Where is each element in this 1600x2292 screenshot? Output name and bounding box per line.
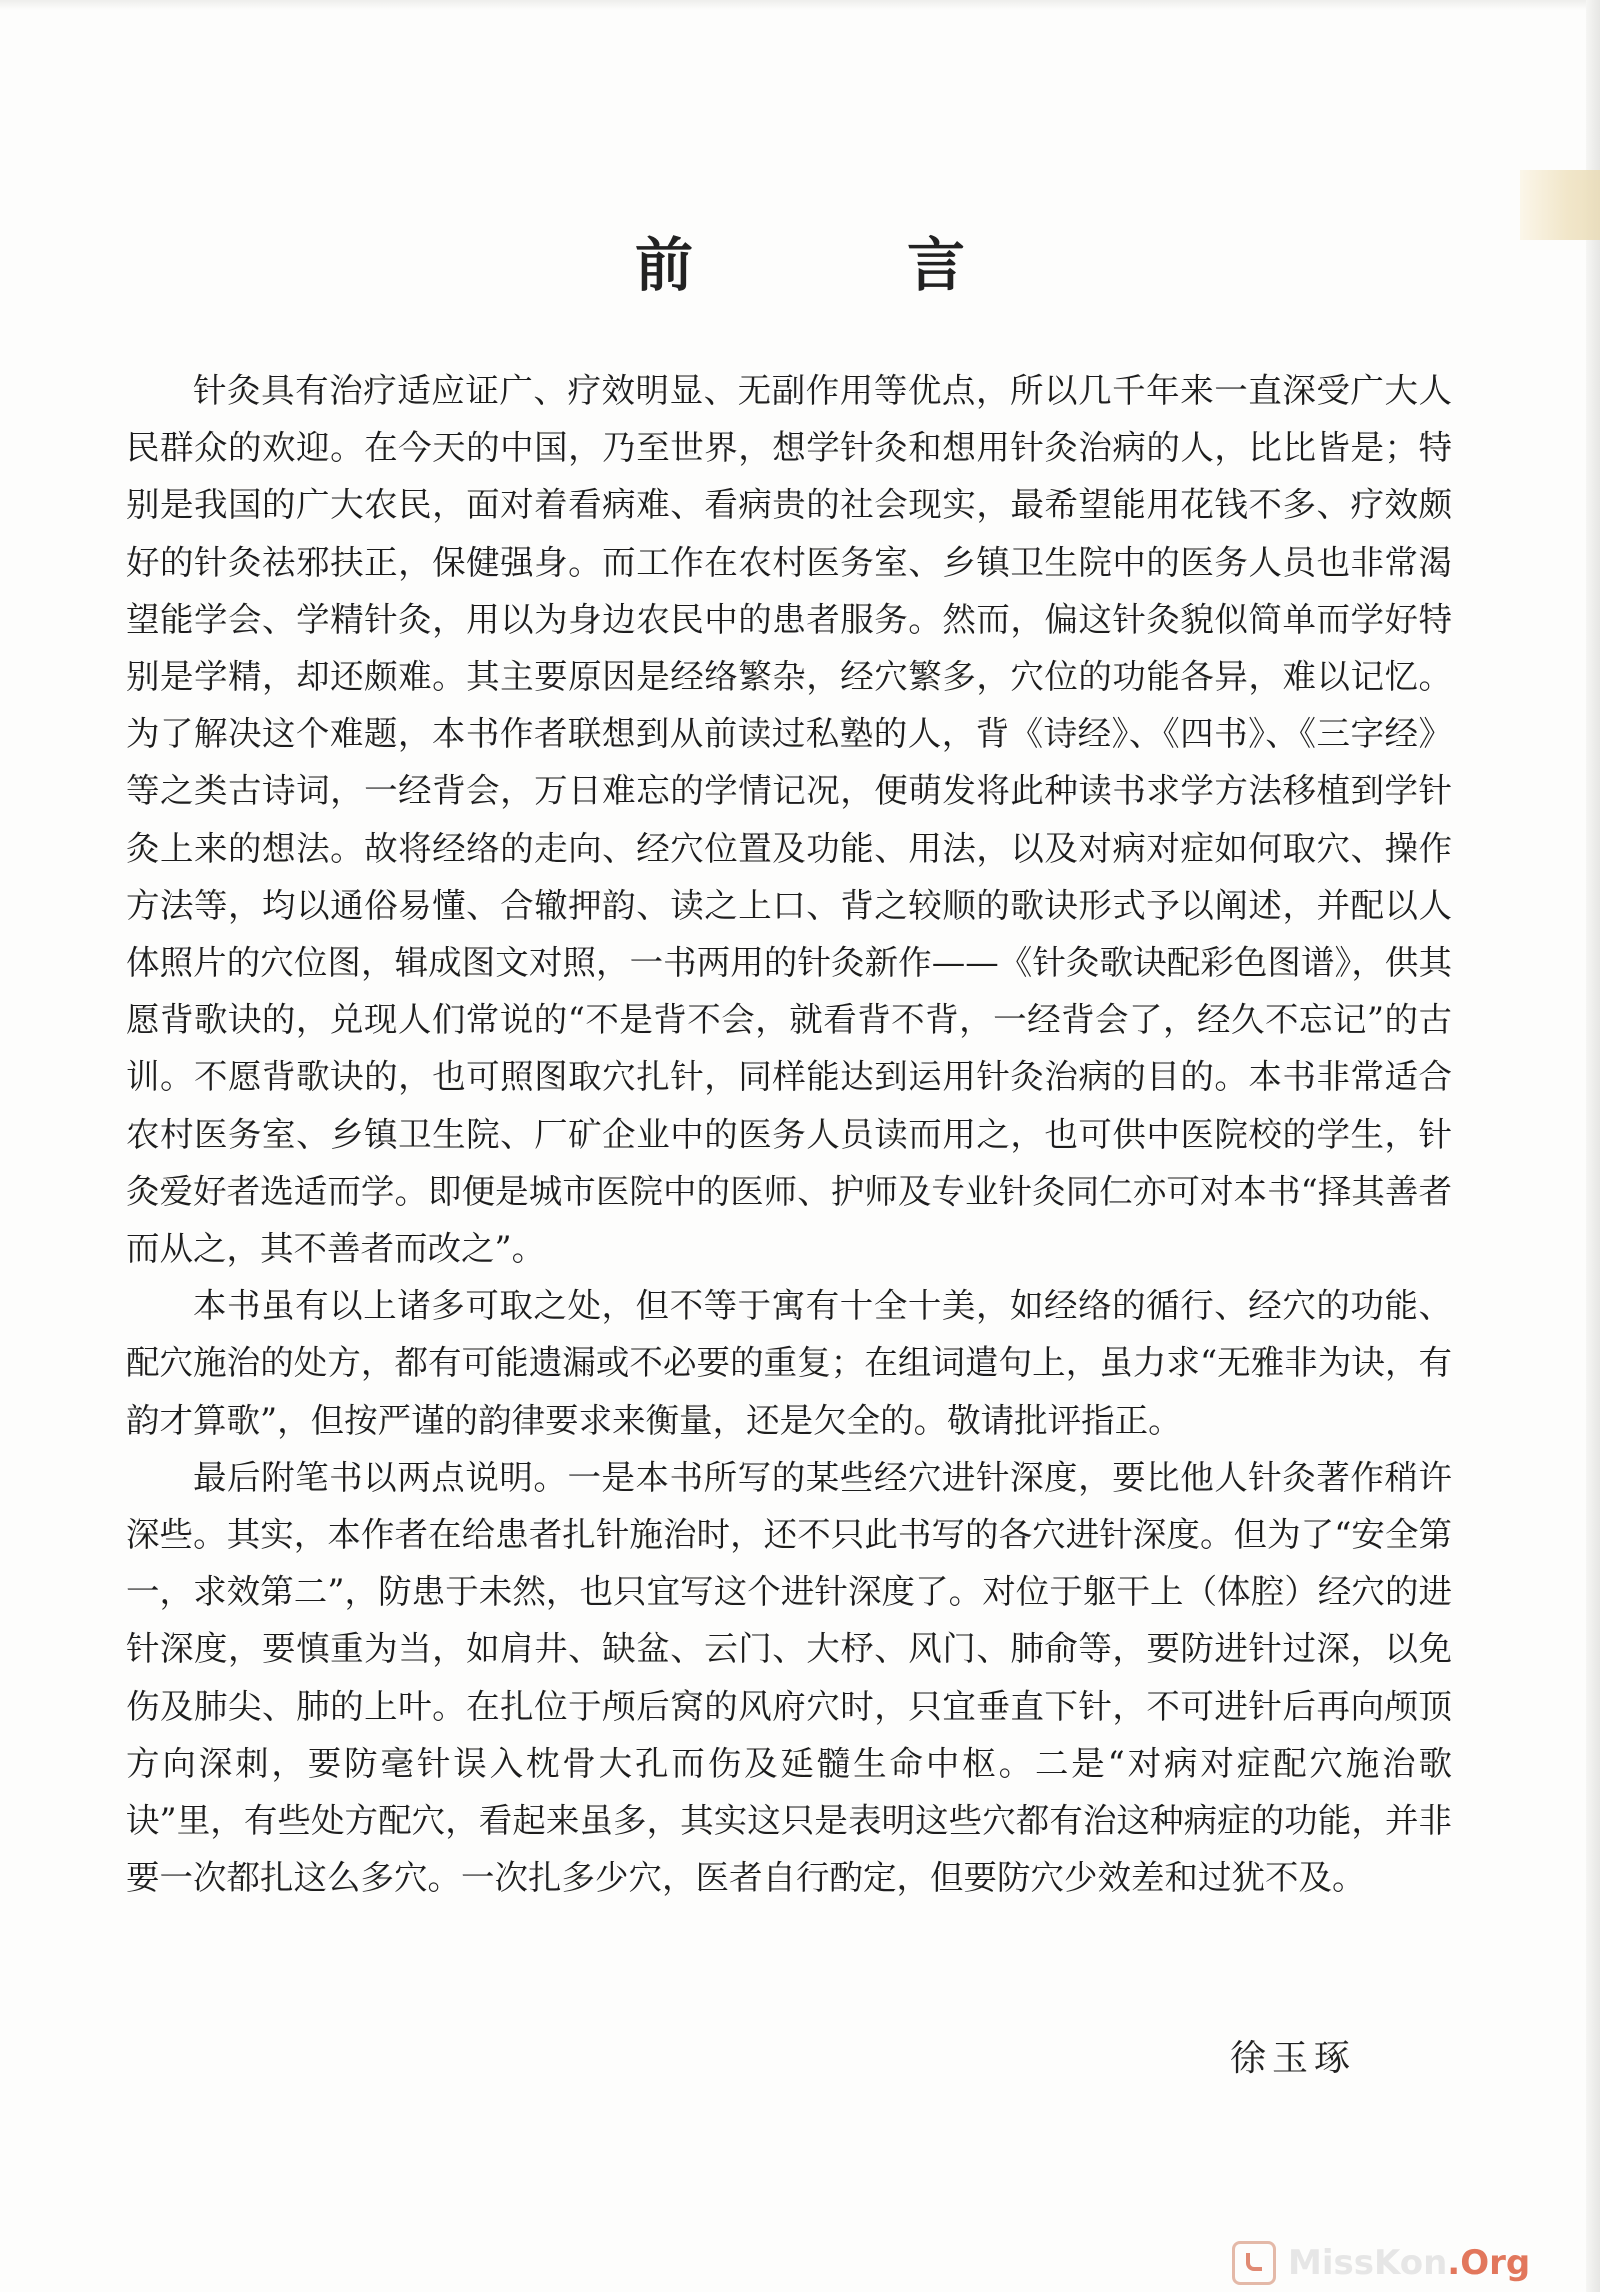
page-right-edge [1586, 0, 1600, 2292]
watermark-text: MissKon [1288, 2243, 1448, 2283]
page-title: 前 言 [634, 231, 1043, 299]
watermark-logo-icon [1232, 2241, 1276, 2285]
paragraph-1: 针灸具有治疗适应证广、疗效明显、无副作用等优点，所以几千年来一直深受广大人民群众的欢迎。在今天的中国，乃至世界，想学针灸和想用针灸治病的人，比比皆是；特别是我国的广大农民，面对着看病难、看病贵的社会现实，最希望能用花钱不多、疗效颇好的针灸祛邪扶正，保健强身。而工作在农村医务室、乡镇卫生院中的医务人员也非常渴望能学会、学精针灸，用以为身边农民中的患者服务。然而，偏这针灸貌似简单而学好特别是学精，却还颇难。其主要原因是经络繁杂，经穴繁多，穴位的功能各异，难以记忆。为了解决这个难题，本书作者联想到从前读过私塾的人，背《诗经》、《四书》、《三字经》等之类古诗词，一经背会，万日难忘的学情记况，便萌发将此种读书求学方法移植到学针灸上来的想法。故将经络的走向、经穴位置及功能、用法，以及对病对症如何取穴、操作方法等，均以通俗易懂、合辙押韵、读之上口、背之较顺的歌诀形式予以阐述，并配以人体照片的穴位图，辑成图文对照，一书两用的针灸新作——《针灸歌诀配彩色图谱》，供其愿背歌诀的，兑现人们常说的“不是背不会，就看背不背，一经背会了，经久不忘记”的古训。不愿背歌诀的，也可照图取穴扎针，同样能达到运用针灸治病的目的。本书非常适合农村医务室、乡镇卫生院、厂矿企业中的医务人员读而用之，也可供中医院校的学生，针灸爱好者选适而学。即便是城市医院中的医师、护师及专业针灸同仁亦可对本书“择其善者而从之，其不善者而改之”。 [126, 371, 1452, 1269]
page-top-edge [0, 0, 1600, 10]
watermark [1232, 2240, 1562, 2286]
watermark-suffix: .Org [1447, 2243, 1531, 2283]
paragraph-2: 本书虽有以上诸多可取之处，但不等于寓有十全十美，如经络的循行、经穴的功能、配穴施治的处方，都有可能遗漏或不必要的重复；在组词遣句上，虽力求“无雅非为诀，有韵才算歌”，但按严谨的韵律要求来衡量，还是欠全的。敬请批评指正。 [126, 1286, 1452, 1440]
preface-body [126, 362, 1452, 1906]
author-signature: 徐玉琢 [1230, 2038, 1357, 2079]
paragraph-3: 最后附笔书以两点说明。一是本书所写的某些经穴进针深度，要比他人针灸著作稍许深些。其实，本作者在给患者扎针施治时，还不只此书写的各穴进针深度。但为了“安全第一，求效第二”，防患于未然，也只宜写这个进针深度了。对位于躯干上（体腔）经穴的进针深度，要慎重为当，如肩井、缺盆、云门、大杼、风门、肺俞等，要防进针过深，以免伤及肺尖、肺的上叶。在扎位于颅后窝的风府穴时，只宜垂直下针，不可进针后再向颅顶方向深刺，要防毫针误入枕骨大孔而伤及延髓生命中枢。二是“对病对症配穴施治歌诀”里，有些处方配穴，看起来虽多，其实这只是表明这些穴都有治这种病症的功能，并非要一次都扎这么多穴。一次扎多少穴，医者自行酌定，但要防穴少效差和过犹不及。 [126, 1457, 1452, 1898]
